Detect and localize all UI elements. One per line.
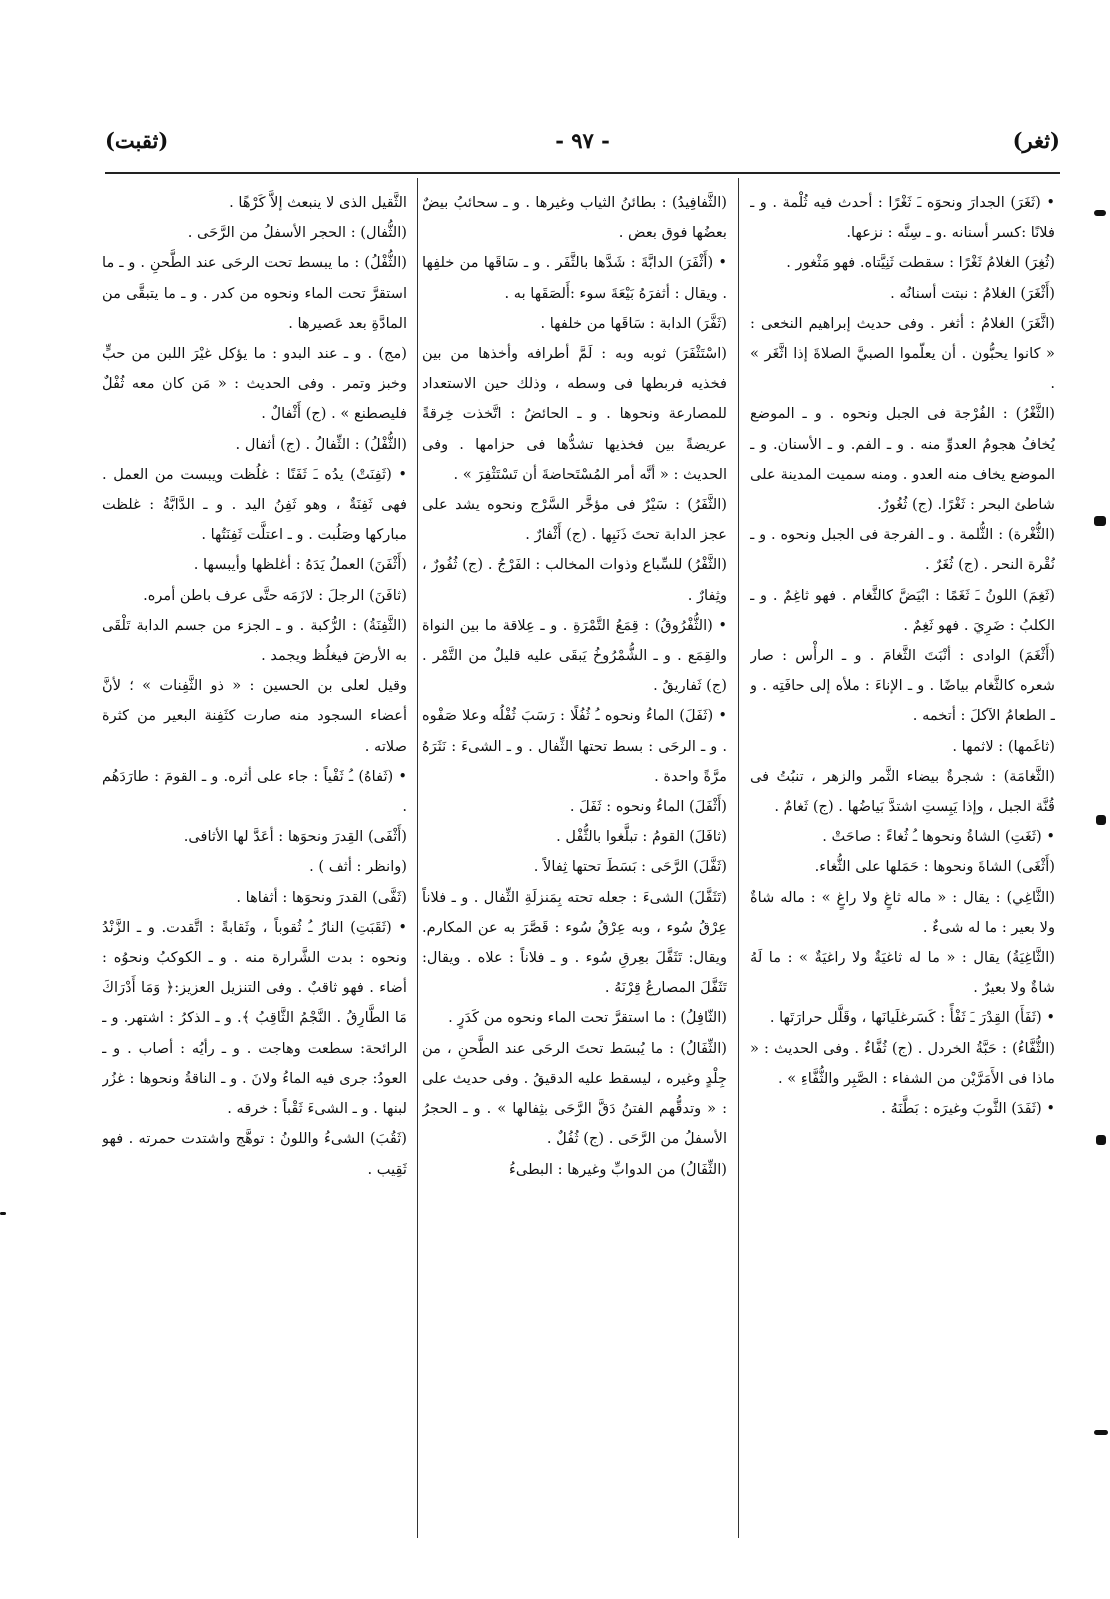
column-divider: [738, 178, 739, 1538]
entry: • (ثَفَلَ) الماءُ ونحوه ـُ ثُفُلًا : رَسَبَ ثُفْلُه وعلا صَفْوه . و ـ الرحَى : بسط تحتها الثِّفال . و ـ الشىءَ : نَثَرَهُ مرَّةً واحدة .: [422, 707, 727, 785]
entry: (ثَغِمَ) اللونُ ـَ ثَغَمًا : ابْيَضَّ كالثَّغام . فهو ثاغِمٌ . و ـ الكلبُ : ضَرِيَ . فهو ثَغِمٌ .: [750, 586, 1055, 634]
entry: (ثاغَمها) : لاثمها .: [952, 737, 1055, 755]
entry: (أَثْغَى) الشاةَ ونحوها : حَمَلها على الثُّغاء.: [814, 858, 1055, 876]
entry: (أَثْفَى) القِدرَ ونحوَها : أعَدَّ لها الأثافى.: [183, 828, 407, 846]
entry: الثَّقيل الذى لا ينبعث إلاَّ كَرْهًا .: [229, 194, 407, 211]
entry: (ثافَلَ) القومُ : تبلَّغوا بالثُّفْل .: [556, 828, 727, 846]
entry: (تَثَفَّلَ) الشىءَ : جعله تحته بِمَنزلَةِ الثِّفال . و ـ فلاناً عِرْقُ سُوء ، وبه عِرْقُ سُوء : قَصَّرَ به عن المكارم. ويقال: تَثَفَّلَ بعِرقِ سُوء . و ـ فلاناً : علاه . ويقال: تَثَفَّلَ المصارعُ قِرْنَهُ .: [422, 888, 727, 997]
entry: (الثَّفِنَةُ) : الرُّكبة . و ـ الجزء من جسم الدابة تَلْقَى به الأرضَ فيغلُظ ويجمد .: [102, 616, 407, 665]
entry: (ثَفَّرَ) الدابة : سَاقَها من خلفها .: [540, 314, 727, 332]
entry: • (ثَفَدَ) الثَّوبَ وغيرَه : بَطَّنَهُ .: [881, 1100, 1055, 1118]
binding-mark: [1094, 210, 1106, 216]
binding-mark: [1094, 1430, 1108, 1435]
header-first-entry: (ثغر): [1012, 128, 1060, 153]
entry: (الثُّفال) : الحجر الأسفلُ من الرَّحَى .: [187, 224, 407, 242]
entry: (الثُّغْرة) : الثُّلمة . و ـ الفرجة فى الجبل ونحوه . و ـ نُقْرة النحر . (ج) ثُغَرٌ .: [750, 526, 1055, 574]
entry: (اثَّغَرَ) الغلامُ : أثغر . وفى حديث إبراهيم النخعى : « كانوا يحبُّون . أن يعلّموا الصبيَّ الصلاةَ إذا اثَّغَر » .: [750, 314, 1055, 393]
page-header: [105, 128, 1060, 168]
entry: (الثَّفَرُ) : سَيْرٌ فى مؤخَّر السَّرْج ونحوه يشد على عجز الدابة تحتَ ذَنَبِها . (ج) أَثْفارٌ .: [422, 496, 727, 544]
binding-mark: [0, 1212, 6, 1215]
entry: (أَثْغَرَ) الغلامُ : نبتت أسنانُه .: [890, 284, 1055, 302]
entry: (الثُّفْلُ) : الثِّفالُ . (ج) أثفال .: [235, 435, 407, 453]
column-middle: [422, 188, 727, 1533]
entry: • (ثَغَرَ) الجدارَ ونحوَه ـَ ثَغْرًا : أحدث فيه ثُلْمة . و ـ فلانًا :كسر أسنانه .و ـ سِنَّه : نزعها.: [750, 194, 1055, 242]
entry: (اسْتَثْفَرَ) ثوبه وبه : لَمَّ أطرافه وأخذها من بين فخذيه فربطها فى وسطه ، وذلك حين الاستعداد للمصارعة ونحوها . و ـ الحائضُ : اتَّخذت خِرقةً عريضةً بين فخذيها تشدُّها فى حزامها . وفى الحديث : « أنَّه أمر المُسْتَحاضةَ أن تَسْتَثْفِرَ » .: [422, 345, 727, 483]
entry: • (أَثْفَرَ) الدابَّةَ : شَدَّها بالثَّفَر . و ـ سَاقَها من خلفِها . ويقال : أثفرَهُ بَيْعَةَ سوء :أَلصَقَها به .: [422, 254, 727, 302]
entry: (الثُّفَّاءُ) : حَبَّةُ الخردل . (ج) ثُفَّاءٌ . وفى الحديث : « ماذا فى الأَمَرَّيْن من الشفاء : الصَّبِر والثُّفَّاءِ » .: [750, 1039, 1055, 1087]
page-number: - ٩٧ -: [555, 128, 610, 153]
entry: (الثِّفَالُ) : ما يُبسَط تحتَ الرحَى عند الطَّحنِ ، من جِلْدٍ وغيره ، ليسقط عليه الدقيقُ . وفى حديث على : « وتدقُّهم الفتنُ دَقَّ الرَّحَى بثِفالها » . و ـ الحجرُ الأسفلُ من الرَّحَى . (ج) ثُفُلٌ .: [422, 1039, 727, 1148]
entry: (ثَفَّى) القدرَ ونحوَها : أثفاها .: [236, 888, 407, 906]
entry: • (ثَفَأَ) القِدْرَ ـَ ثَفْأً : كَسَرغلَيانَها ، وقَلَّل حرارَتَها .: [769, 1009, 1055, 1027]
column-right: [750, 188, 1055, 1533]
entry: (الثَّغْرُ) : الفُرْجة فى الجبل ونحوه . و ـ الموضع يُخافُ هجومُ العدوِّ منه . و ـ الفم. و ـ الأسنان. و ـ الموضع يخاف منه العدو . ومنه سميت المدينة على شاطئ البحر : ثَغْرًا. (ج) ثُغُورٌ.: [750, 405, 1055, 514]
binding-mark: [1096, 815, 1106, 825]
column-left: [102, 188, 407, 1533]
entry: • (الثُّفْرُوقُ) : قِمَعُ التَّمْرَةِ . و ـ عِلاقة ما بين النواة والقِمَع . و ـ الشُّمْرُوخُ يَبقَى عليه قليلٌ من التَّمْر . (ج) ثَفاريقُ .: [422, 616, 727, 695]
entry: (أَثْفَنَ) العملُ يَدَهُ : أغلظها وأيبسها .: [193, 556, 407, 574]
header-last-entry: (ثقبت): [105, 128, 169, 153]
entry: (الثَّغامَة) : شجرةٌ بيضاء الثَّمر والزهر ، تنبُتُ فى قُنَّة الجبل ، وإذا يَبِستِ اشتدَّ بَياضُها . (ج) ثَغامٌ .: [750, 767, 1055, 816]
entry: (مج) . و ـ عند البدو : ما يؤكل غيْرَ اللبن من حبٍّ وخبز وتمر . وفى الحديث : « مَن كان معه ثُفْلٌ فليصطنع » . (ج) أَثْفالٌ .: [102, 345, 407, 423]
entry: • (ثَغَتِ) الشاةُ ونحوها ـُ ثُغاءً : صاحَتْ .: [822, 828, 1055, 846]
entry: (الثّافِلُ) : ما استقرَّ تحت الماء ونحوه من كَدَرٍ .: [448, 1009, 727, 1027]
entry: (ثَقُبَ) الشىءُ واللونُ : توهَّج واشتدت حمرته . فهو ثَقِيب .: [102, 1130, 407, 1178]
entry: (الثَّفافِيدُ) : بطائنُ الثياب وغيرها . و ـ سحائبُ بيضٌ بعضُها فوق بعض .: [422, 194, 727, 242]
entry: (أَثْغَمَ) الوادى : أنْبَتَ الثَّغامَ . و ـ الرأْس : صار شعره كالثَّغام بياضًا . و ـ الإناءَ : ملأه إلى حافَتِه . و ـ الطعامُ الآكلَ : أتخمه .: [750, 647, 1055, 725]
entry: • (ثَفِنَتْ) يدُه ـَ ثَفَنًا : غلُظت ويبست من العمل . فهى ثَفِنَةٌ ، وهو ثَفِنُ اليد . و ـ الدَّابَّةُ : غلظت مباركها وصَلُبت . و ـ اعتلَّت ثَفِنَتُها .: [102, 465, 407, 544]
entry: (الثَّاغِي) : يقال : « ماله ثاغٍ ولا راغٍ » : ماله شاةٌ ولا بعير : ما له شىءٌ .: [750, 888, 1055, 936]
binding-mark: [1094, 516, 1106, 526]
entry: • (ثَفاهُ) ـُ ثَفْياً : جاء على أثره. و ـ القومَ : طارَدَهُم .: [102, 767, 407, 816]
entry: (ثافَنَ) الرجلَ : لازَمَه حتَّى عرف باطن أمره.: [143, 586, 407, 604]
entry: وقيل لعلى بن الحسين : « ذو الثَّفِنات » ؛ لأنَّ أعضاء السجود منه صارت كثَفِنة البعير من كثرة صلاته .: [102, 677, 407, 755]
entry: (ثُغِرَ) الغلامُ ثَغْرًا : سقطت ثَنِيَّتاه. فهو مَثْغور .: [786, 254, 1055, 272]
entry: (الثِّفَالُ) من الدوابِّ وغيرها : البطىءُ: [509, 1160, 727, 1178]
entry: (الثَّفْرُ) للسِّباع وذوات المخالب : الفَرْجُ . (ج) ثُفُورٌ ، وثِفارٌ .: [422, 556, 727, 604]
entry: (ثَفَّلَ) الرَّحَى : بَسَطَ تحتها ثِفالاً .: [533, 858, 727, 876]
entry: (أَثْفَلَ) الماءُ ونحوه : ثَفَلَ .: [569, 798, 727, 816]
binding-mark: [1096, 1135, 1106, 1145]
header-rule: [105, 172, 1060, 174]
column-divider: [417, 178, 418, 1538]
entry: (الثَّاغِيَةُ) يقال : « ما له ثاغيَةٌ ولا راغيَةٌ » : ما لَهُ شاةٌ ولا بعيرٌ .: [750, 949, 1055, 997]
entry: • (ثَقَبَتِ) النارُ ـُ ثُقوباً ، وثَقابةً : اتَّقدت. و ـ الزَّنْدُ ونحوه : بدت الشَّرارة منه . و ـ الكوكبُ ونحوُه : أضاء . فهو ثاقبٌ . وفى التنزيل العزيز:﴿ وَمَا أَدْرَاكَ مَا الطَّارِقُ . النَّجْمُ الثَّاقِبُ ﴾. و ـ الذكرُ : اشتهر. و ـ الرائحة: سطعت وهاجت . و ـ رأيُه : أصاب . و ـ العودُ: جرى فيه الماءُ ولانَ . و ـ الناقةُ ونحوها : غزُر لبنها . و ـ الشىءَ ثَقْباً : خرقه .: [102, 918, 407, 1118]
entry: (الثُّفْلُ) : ما يبسط تحت الرحَى عند الطَّحنِ . و ـ ما استقرَّ تحت الماء ونحوه من كدر . و ـ ما يتبقَّى من المادَّةِ بعد عَصيرها .: [102, 254, 407, 332]
entry: (وانظر : أثف ) .: [309, 858, 407, 876]
